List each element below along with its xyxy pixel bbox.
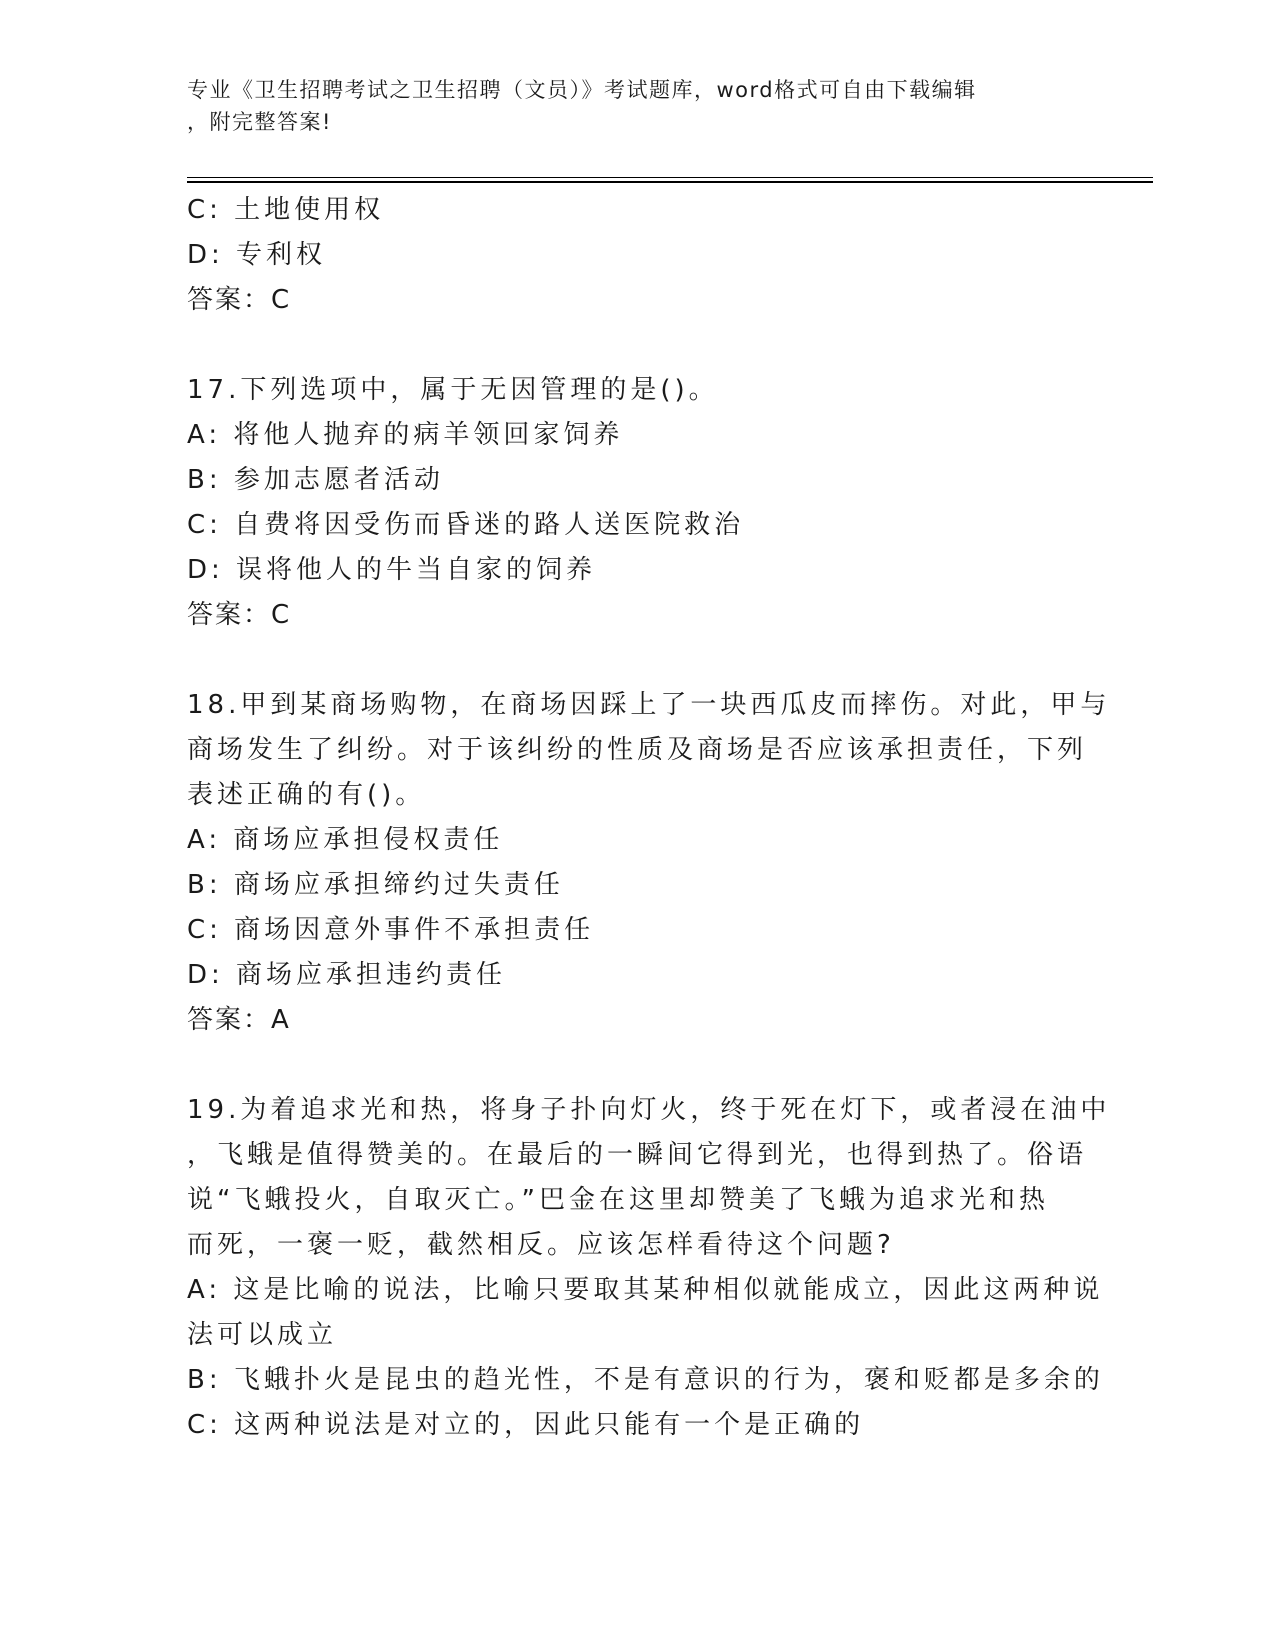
option-d: D: 专利权	[187, 240, 327, 270]
option-c: C: 这两种说法是对立的，因此只能有一个是正确的	[187, 1410, 865, 1440]
header-divider-thick	[187, 181, 1153, 183]
spacer	[187, 638, 1087, 683]
question-stem-line-2: 商场发生了纠纷。对于该纠纷的性质及商场是否应该承担责任，下列	[187, 735, 1088, 765]
question-stem: 17.下列选项中，属于无因管理的是()。	[187, 375, 719, 405]
spacer	[187, 1043, 1087, 1088]
page-header	[187, 74, 1067, 138]
spacer	[187, 323, 1087, 368]
question-stem-line-3: 表述正确的有()。	[187, 780, 426, 810]
header-line-2: ，附完整答案!	[187, 110, 332, 134]
answer-line: 答案：A	[187, 1005, 291, 1035]
option-c: C: 土地使用权	[187, 195, 385, 225]
option-b: B: 商场应承担缔约过失责任	[187, 870, 564, 900]
question-17	[187, 368, 1087, 638]
option-a: A: 将他人抛弃的病羊领回家饲养	[187, 420, 624, 450]
question-stem-line-3: 说“飞蛾投火，自取灭亡。”巴金在这里却赞美了飞蛾为追求光和热	[187, 1185, 1049, 1215]
header-divider-thin	[187, 177, 1153, 178]
option-b: B: 参加志愿者活动	[187, 465, 444, 495]
question-stem-line-4: 而死，一褒一贬，截然相反。应该怎样看待这个问题?	[187, 1230, 895, 1260]
question-18	[187, 683, 1111, 1043]
question-content	[187, 188, 1111, 1448]
option-a-line-1: A: 这是比喻的说法，比喻只要取其某种相似就能成立，因此这两种说	[187, 1275, 1104, 1305]
option-a: A: 商场应承担侵权责任	[187, 825, 504, 855]
question-stem-line-1: 19.为着追求光和热，将身子扑向灯火，终于死在灯下，或者浸在油中	[187, 1095, 1111, 1125]
option-d: D: 误将他人的牛当自家的饲养	[187, 555, 597, 585]
question-stem-line-2: ，飞蛾是值得赞美的。在最后的一瞬间它得到光，也得到热了。俗语	[187, 1140, 1088, 1170]
option-c: C: 自费将因受伤而昏迷的路人送医院救治	[187, 510, 745, 540]
prev-question-tail	[187, 188, 1087, 323]
question-stem-line-1: 18.甲到某商场购物，在商场因踩上了一块西瓜皮而摔伤。对此，甲与	[187, 690, 1111, 720]
answer-line: 答案：C	[187, 600, 292, 630]
header-line-1: 专业《卫生招聘考试之卫生招聘（文员）》考试题库，word格式可自由下载编辑	[187, 78, 977, 102]
option-c: C: 商场因意外事件不承担责任	[187, 915, 595, 945]
answer-line: 答案：C	[187, 285, 292, 315]
option-d: D: 商场应承担违约责任	[187, 960, 507, 990]
option-a-line-2: 法可以成立	[187, 1320, 338, 1350]
option-b: B: 飞蛾扑火是昆虫的趋光性，不是有意识的行为，褒和贬都是多余的	[187, 1365, 1104, 1395]
question-19	[187, 1088, 1111, 1448]
